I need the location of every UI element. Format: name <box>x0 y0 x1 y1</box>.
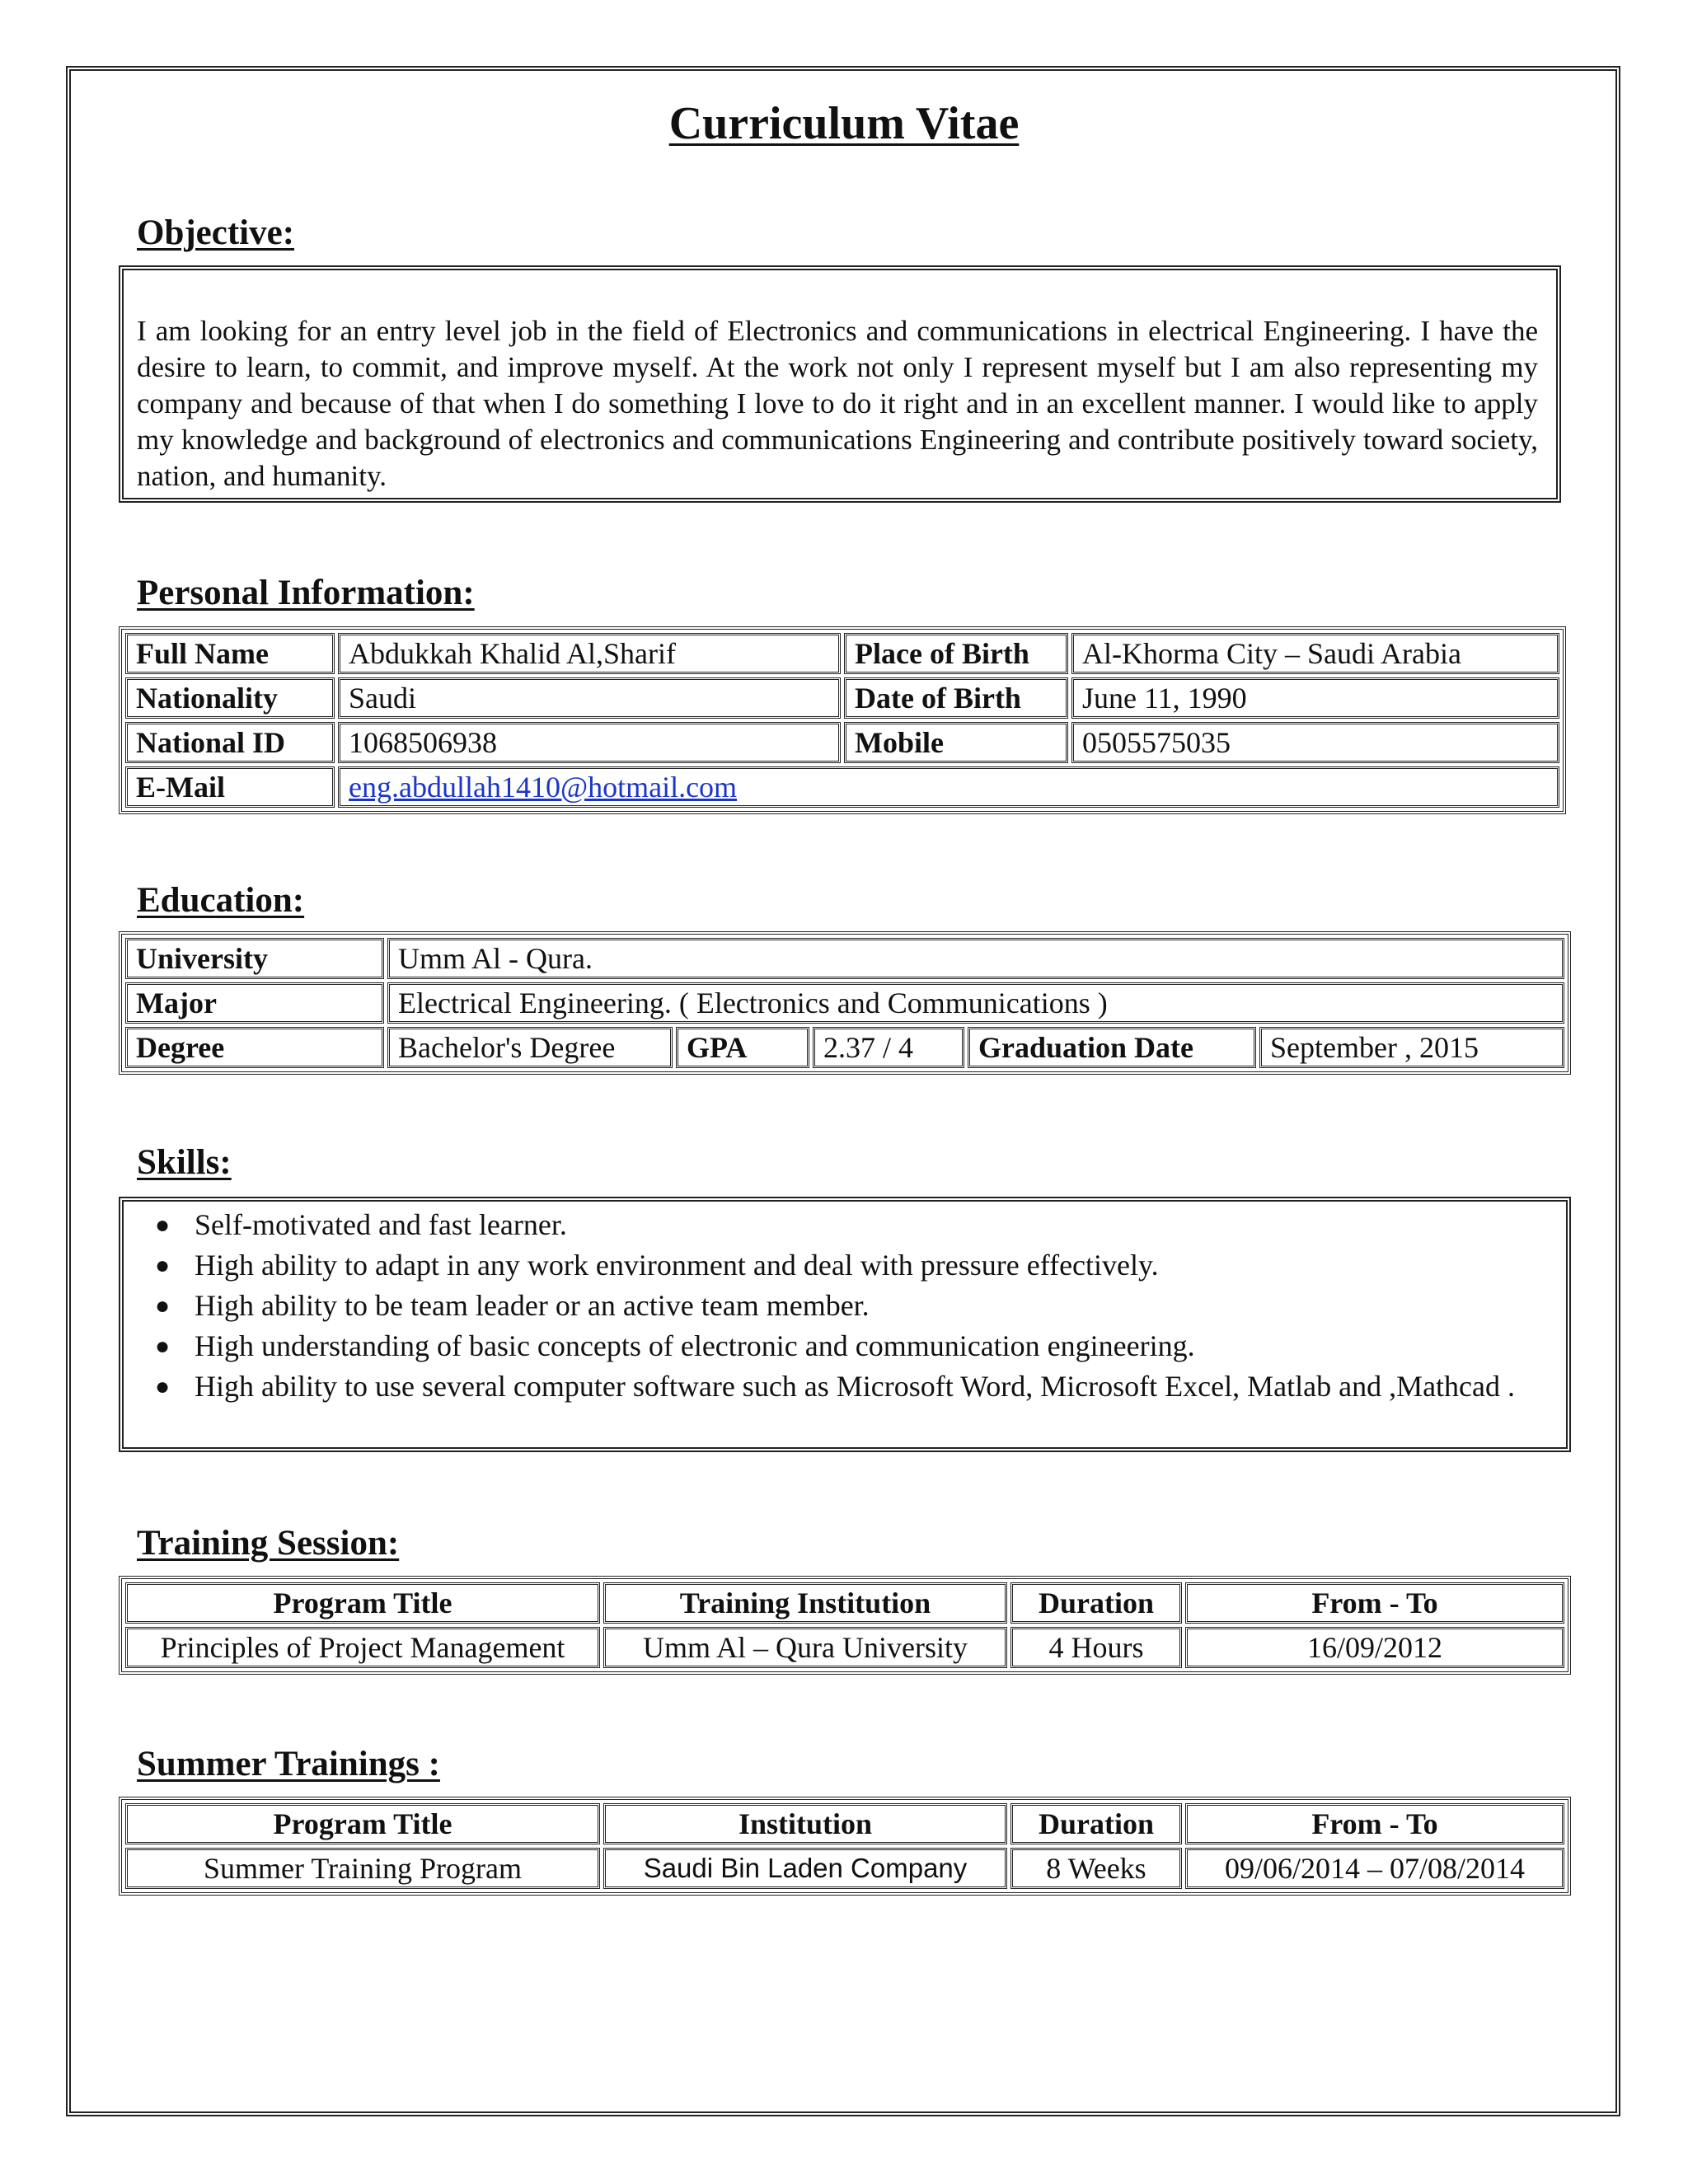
table-row <box>125 938 1564 979</box>
date-range-cell: 16/09/2012 <box>1185 1627 1564 1668</box>
graduation-date-label: Graduation Date <box>968 1027 1256 1068</box>
column-header: From - To <box>1185 1803 1564 1844</box>
bullet-icon: ● <box>155 1252 171 1279</box>
objective-text: I am looking for an entry level job in the field of Electronics and communications in electrical Engineering. I have the desire to learn, to commit, and improve myself. At the work not only I represent myself but I am also representing my company and because of that when I do something I love to do it right and in an excellent manner. I would like to apply my knowledge and background of electronics and communications Engineering and contribute positively toward society, nation, and humanity. <box>137 315 1538 492</box>
email-label: E-Mail <box>125 766 335 808</box>
table-row <box>125 982 1564 1024</box>
list-item: ● Self-motivated and fast learner. <box>148 1205 1558 1245</box>
national-id-label: National ID <box>125 722 335 763</box>
list-item: ● High ability to use several computer software such as Microsoft Word, Microsoft Excel, Matlab and ,Mathcad . <box>148 1366 1558 1407</box>
summer-trainings-heading: Summer Trainings : <box>137 1745 440 1783</box>
bullet-icon: ● <box>155 1333 171 1360</box>
education-heading: Education: <box>137 881 305 920</box>
date-of-birth-value: June 11, 1990 <box>1071 677 1559 719</box>
institution-cell: Saudi Bin Laden Company <box>603 1848 1007 1889</box>
major-label: Major <box>125 982 384 1024</box>
summer-trainings-table <box>119 1797 1571 1896</box>
duration-cell: 4 Hours <box>1010 1627 1182 1668</box>
table-row <box>125 766 1559 808</box>
degree-label: Degree <box>125 1027 384 1068</box>
duration-cell: 8 Weeks <box>1010 1848 1182 1889</box>
personal-info-table <box>119 626 1566 814</box>
mobile-label: Mobile <box>844 722 1068 763</box>
table-row <box>125 677 1559 719</box>
program-title-cell: Summer Training Program <box>125 1848 600 1889</box>
bullet-icon: ● <box>155 1212 171 1239</box>
column-header: From - To <box>1185 1582 1564 1624</box>
personal-info-heading: Personal Information: <box>137 574 475 612</box>
nationality-label: Nationality <box>125 677 335 719</box>
column-header: Training Institution <box>603 1582 1007 1624</box>
full-name-label: Full Name <box>125 633 335 674</box>
table-row <box>125 1848 1564 1889</box>
gpa-label: GPA <box>676 1027 809 1068</box>
bullet-icon: ● <box>155 1373 171 1400</box>
date-range-cell: 09/06/2014 – 07/08/2014 <box>1185 1848 1564 1889</box>
objective-heading: Objective: <box>137 213 295 252</box>
page-title: Curriculum Vitae <box>668 98 1020 149</box>
graduation-date-value: September , 2015 <box>1259 1027 1564 1068</box>
place-of-birth-value: Al-Khorma City – Saudi Arabia <box>1071 633 1559 674</box>
email-cell <box>338 766 1559 808</box>
column-header: Institution <box>603 1803 1007 1844</box>
table-row <box>125 1627 1564 1668</box>
date-of-birth-label: Date of Birth <box>844 677 1068 719</box>
column-header: Program Title <box>125 1582 600 1624</box>
national-id-value: 1068506938 <box>338 722 841 763</box>
degree-value: Bachelor's Degree <box>387 1027 673 1068</box>
education-table <box>119 931 1571 1075</box>
table-row <box>125 1027 1564 1068</box>
table-row <box>125 722 1559 763</box>
full-name-value: Abdukkah Khalid Al,Sharif <box>338 633 841 674</box>
column-header: Duration <box>1010 1582 1182 1624</box>
column-header: Duration <box>1010 1803 1182 1844</box>
column-header: Program Title <box>125 1803 600 1844</box>
major-value: Electrical Engineering. ( Electronics and Communications ) <box>387 982 1564 1024</box>
table-row <box>125 633 1559 674</box>
list-item: ● High ability to adapt in any work environment and deal with pressure effectively. <box>148 1245 1558 1286</box>
list-item: ● High understanding of basic concepts of electronic and communication engineering. <box>148 1326 1558 1366</box>
table-header-row <box>125 1582 1564 1624</box>
gpa-value: 2.37 / 4 <box>813 1027 964 1068</box>
list-item: ● High ability to be team leader or an active team member. <box>148 1286 1558 1326</box>
bullet-icon: ● <box>155 1292 171 1319</box>
university-value: Umm Al - Qura. <box>387 938 1564 979</box>
email-link[interactable]: eng.abdullah1410@hotmail.com <box>349 771 738 804</box>
place-of-birth-label: Place of Birth <box>844 633 1068 674</box>
training-table <box>119 1576 1571 1675</box>
program-title-cell: Principles of Project Management <box>125 1627 600 1668</box>
mobile-value: 0505575035 <box>1071 722 1559 763</box>
skills-list <box>148 1205 1558 1407</box>
institution-cell: Umm Al – Qura University <box>603 1627 1007 1668</box>
training-heading: Training Session: <box>137 1524 400 1563</box>
skills-heading: Skills: <box>137 1143 232 1182</box>
university-label: University <box>125 938 384 979</box>
nationality-value: Saudi <box>338 677 841 719</box>
table-header-row <box>125 1803 1564 1844</box>
